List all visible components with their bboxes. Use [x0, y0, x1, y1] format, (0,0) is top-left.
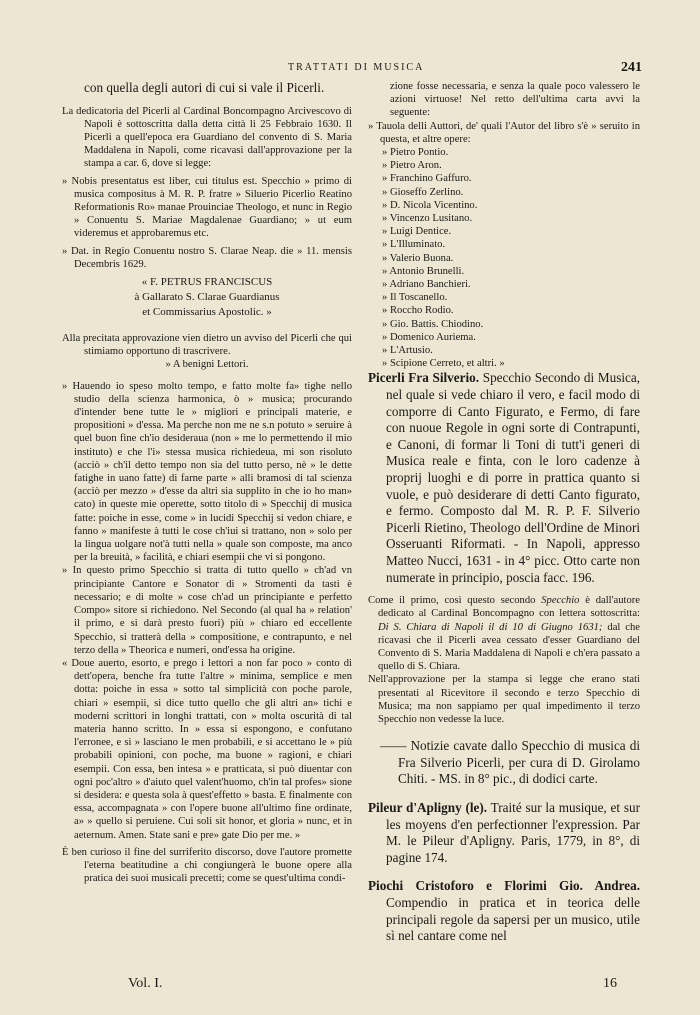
signature-line-3: et Commissarius Apostolic. »	[142, 306, 272, 319]
left-column	[62, 80, 352, 885]
intro-line: con quella degli autori di cui si vale il Picerli.	[84, 80, 325, 95]
author-list-item: » L'Illuminato.	[368, 238, 640, 251]
note-italic-quote: Di S. Chiara di Napoli il di 10 di Giugno 1631;	[378, 621, 603, 633]
notice-quote-2: » In questo primo Specchio si tratta di tutto quello » ch'ad vn principiante Cantore e Sonator di » Stromenti da tasti è necessario; e di molte » cose ch'ad un principiante e perfetto Compo» sitore si richiedono. Nel Secondo (al qual ha » relation' il primo, e si darà presto fuori) più » chiaro ed eccellente Specchio, si tratterà della » compositione, e contrapunto, e nel terzo della » Theorica e numeri, ond'essa ha origine.	[62, 565, 352, 656]
notice-heading: » A benigni Lettori.	[165, 359, 249, 371]
right-column	[368, 80, 640, 945]
author-list-item: » Scipione Cerreto, et altri. »	[368, 357, 640, 370]
notice-quote-3: « Doue auerto, esorto, e prego i lettori a non far poco » conto di dett'opera, benche fra tutte l'altre » minima, semplice e men dotta: poiche in essa » sotto tal simplicità con poche parole, chiari » esempii, si dice tutto quello che gli altri an» tichi e moderni scrittori in longhi trattati, con » molta oscurità di tal materia hanno scritto. In » essa si espongono, e confutano l'erronee, e si » lasciano le men probabili, e si accettano le » più probabili opinioni, con poche, ma buone » ragioni, e chiari esempii. Con essa, ben intesa » e pratticata, si può diuentar con ogni poc'altro » d'aiuto quel valent'huomo, ch'in tal profes» sione si desidera: e questa sola à quest'effetto » basta. E finalmente con essa, accompagnata » con l'opere buone all'ultimo fine ordinate, a» » quello si peruiene. Cui soli sit honor, et gloria » nunc, et in aeternum. Amen. State sani e pre» gate Dio per me. »	[62, 657, 352, 841]
author-list-item: » Domenico Auriema.	[368, 331, 640, 344]
author-list-item: » Luigi Dentice.	[368, 225, 640, 238]
author-list-item: » Il Toscanello.	[368, 291, 640, 304]
note-text: è dall'autore dedicato al Cardinal Boncompagno con lettera sottoscritta:	[378, 595, 640, 620]
author-list-item: » Valerio Buona.	[368, 252, 640, 265]
page-number: 241	[621, 60, 642, 75]
note-text: dal che ricavasi che il Picerli avea cessato d'esser Guardiano del Convento di S. Maria Maddalena di Napoli e ch'era passato a quello di S. Chiara.	[378, 621, 640, 673]
note-italic-title: Specchio	[541, 595, 580, 607]
note-text: Come il primo, così questo secondo	[368, 595, 542, 607]
bibliography-entry-picerli	[368, 370, 640, 586]
signature-line-2: à Gallarato S. Clarae Guardianus	[134, 291, 280, 304]
volume-label: Vol. I.	[128, 976, 163, 991]
entry-author: Pileur d'Apligny (le).	[368, 800, 488, 815]
signature-mark: 16	[603, 976, 617, 991]
approval-date: » Dat. in Regio Conuentu nostro S. Clarae Neap. die » 11. mensis Decembris 1629.	[62, 245, 352, 270]
running-header	[0, 62, 700, 80]
entry-author: Piochi Cristoforo e Florimi Gio. Andrea.	[368, 878, 640, 894]
signature-line-1: « F. PETRUS FRANCISCUS	[141, 276, 273, 289]
author-list-item: » Vincenzo Lusitano.	[368, 212, 640, 225]
author-list-item: » Gio. Battis. Chiodino.	[368, 318, 640, 331]
author-list-item: » Roccho Rodio.	[368, 304, 640, 317]
notice-intro: Alla precitata approvazione vien dietro un avviso del Picerli che qui stimiamo opportuno di trascrivere.	[62, 333, 352, 358]
note-paragraph-2: Nell'approvazione per la stampa si legge che erano stati presentati al Ricevitore il secondo e terzo Specchio di Musica; ma non sappiamo per qual impedimento il terzo Specchio non vedesse la luce.	[368, 674, 640, 726]
table-of-authors-heading: » Tauola delli Auttori, de' quali l'Autor del libro s'è » seruito in questa, et altre opere:	[368, 120, 640, 145]
bibliography-entry-piochi	[368, 878, 640, 944]
approval-quote: » Nobis presentatus est liber, cui titulus est. Specchio » primo di musica compositus à M. R. P. fratre » Siluerio Picerlio Reatino Reformationis Ro» manae Prouinciae Theologo, et nunc in Regio » Conuentu S. Mariae Magdalenae Guardiano; » ut eum videremus et approbaremus etc.	[62, 175, 352, 240]
dedication-paragraph: La dedicatoria del Picerli al Cardinal Boncompagno Arcivescovo di Napoli è sottoscritta dalla detta città li 25 Febbraio 1630. Il Picerli a quell'epoca era Guardiano del convento di S. Maria Maddalena in Napoli, come ricavasi dall'approvazione per la stampa a car. 6, dove si legge:	[62, 105, 352, 170]
author-list-item: » Pietro Aron.	[368, 159, 640, 172]
bibliography-entry-chiti: —— Notizie cavate dallo Specchio di musica di Fra Silverio Picerli, per cura di D. Girolamo Chiti. - MS. in 8° pic., di dodici carte.	[380, 738, 640, 787]
running-title: TRATTATI DI MUSICA	[288, 62, 425, 73]
bibliography-entry-pileur	[368, 800, 640, 866]
author-list-item: » L'Artusio.	[368, 344, 640, 357]
entry-author: Picerli Fra Silverio.	[368, 370, 480, 386]
author-list-item: » Adriano Banchieri.	[368, 278, 640, 291]
entry-text: Compendio in pratica et in teorica delle principali regole da sapersi per un musico, utile sì nel cantare come nel	[386, 894, 640, 944]
note-paragraph-1	[368, 594, 640, 673]
author-list-item: » Pietro Pontio.	[368, 146, 640, 159]
author-list-item: » D. Nicola Vicentino.	[368, 199, 640, 212]
continued-paragraph: zione fosse necessaria, e senza la quale poco valessero le azioni virtuose! Nel retto dell'ultima carta avvi la seguente:	[390, 81, 640, 119]
authors-list	[368, 146, 640, 370]
entry-text: Specchio Secondo di Musica, nel quale si vede chiaro il vero, e facil modo di comporre di Canto Figurato, e Fermo, di fare con nuoue Regole in ogni sorte di Contrapunti, e Canoni, di formar li Toni di tutt'i generi di Musica reale e finta, con le loro cadenze à proprij luoghi e di porre in prattica quanto si vuole, e può desiderare di detti Canto figurato, e fermo. Composto dal M. R. P. F. Silverio Picerli Rietino, Theologo dell'Ordine de Minori Osseruanti Riformati. - In Napoli, appresso Matteo Nucci, 1631 - in 4° picc. Otto carte non numerate in principio, poscia facc. 196.	[386, 370, 640, 585]
author-list-item: » Franchino Gaffuro.	[368, 172, 640, 185]
author-list-item: » Gioseffo Zerlino.	[368, 186, 640, 199]
notice-quote-1: » Hauendo io speso molto tempo, e fatto molte fa» tighe nello studio della scienza harmonica, ò » musica; procurando d'intender bene tutte le » migliori e principali materie, e propositioni » d'essa. Ma perche non me ne s.n potuto » seruire à quel buon fine ch'io desideraua (non » me lo permettendo il mio instituto) e che l'i» stessa musica richiedeua, mi son risoluto (acciò » ch'il detto tempo non sia del tutto perso, nè » le dette fatighe in uano fatte) di farne parte » alli bramosi di tal scienza (acciò per mezzo » d'esse da altri sia supplito in che io ho man» cato) in queste mie operette, sotto titolo di » Specchij di musica fatte: poiche in esse, come » in lucidi Specchij si vedon chiare, e fanno » manifeste à tutti le cose ch'iui si trattano, non » solo per la lingua uolgare not'à tutti nella » quale son composte, ma anco per la breuità, » facilità, e chiari esempii che vi si pongono.	[62, 380, 352, 564]
author-list-item: » Antonio Brunelli.	[368, 265, 640, 278]
closing-paragraph: È ben curioso il fine del surriferito discorso, dove l'autore promette l'eterna beatitudine a chi congiungerà le buone opere alla pratica dei suoi musicali precetti; come se quest'ultima condi-	[62, 846, 352, 885]
entry-text: Traité sur la musique, et sur les moyens d'en perfectionner l'expression. Par M. le Pileur d'Apligny. Paris, 1779, in 8°, di pagine 174.	[386, 800, 640, 865]
